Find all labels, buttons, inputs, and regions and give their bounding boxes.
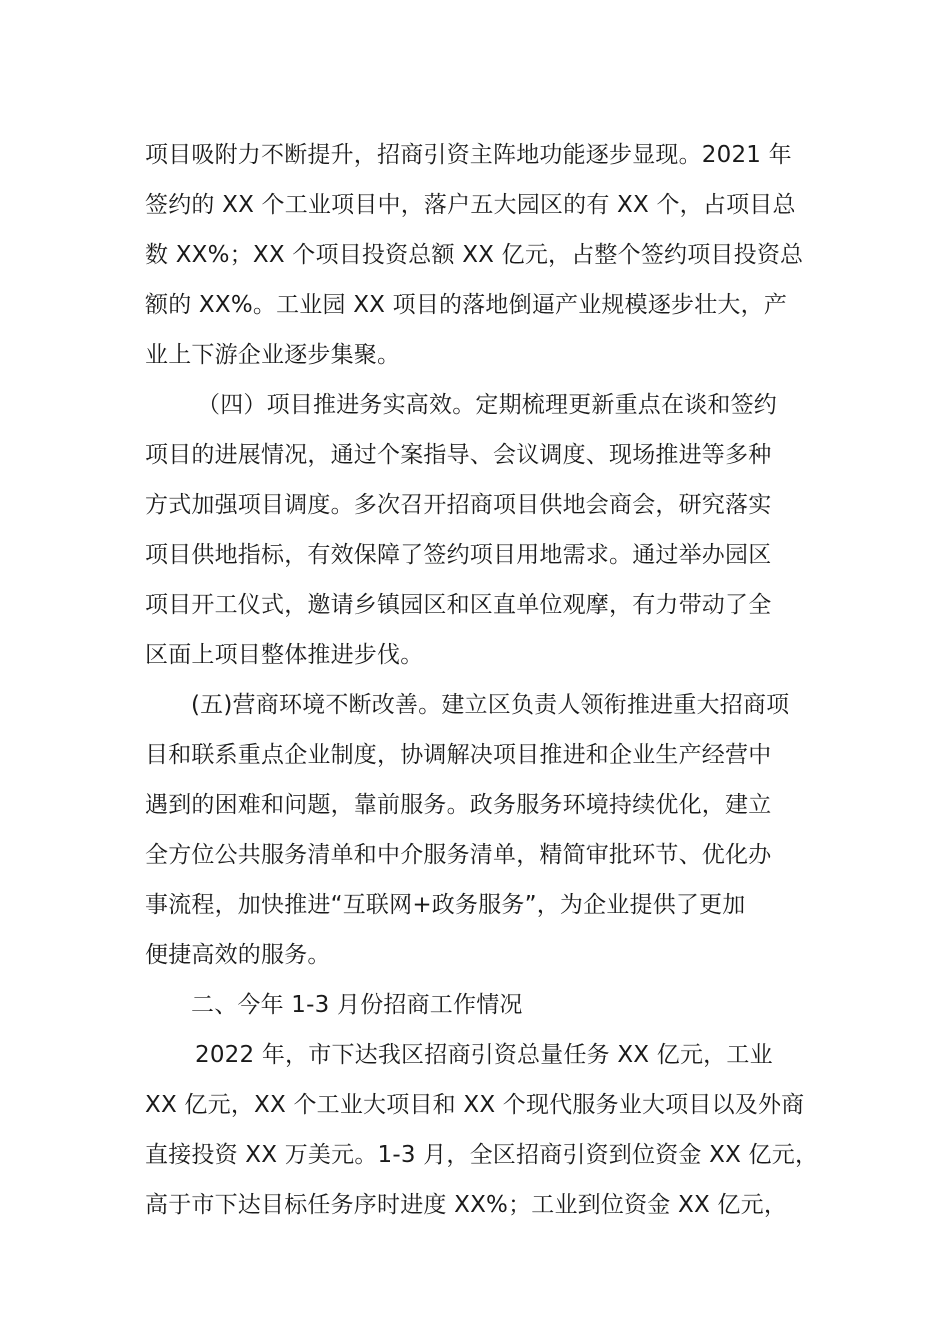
text-line: 2022 年，市下达我区招商引资总量任务 XX 亿元，工业 bbox=[195, 1042, 773, 1068]
text-line: 项目的进展情况，通过个案指导、会议调度、现场推进等多种 bbox=[145, 442, 772, 468]
text-line: 区面上项目整体推进步伐。 bbox=[145, 642, 424, 668]
text-line: 项目吸附力不断提升，招商引资主阵地功能逐步显现。2021 年 bbox=[145, 142, 792, 168]
text-line: 项目供地指标，有效保障了签约项目用地需求。通过举办园区 bbox=[145, 542, 772, 568]
text-line: 签约的 XX 个工业项目中，落户五大园区的有 XX 个，占项目总 bbox=[145, 192, 796, 218]
text-line: 目和联系重点企业制度，协调解决项目推进和企业生产经营中 bbox=[145, 742, 772, 768]
text-line: 额的 XX%。工业园 XX 项目的落地倒逼产业规模逐步壮大，产 bbox=[145, 292, 788, 318]
text-line: 高于市下达目标任务序时进度 XX%；工业到位资金 XX 亿元， bbox=[145, 1192, 788, 1218]
text-line: XX 亿元，XX 个工业大项目和 XX 个现代服务业大项目以及外商 bbox=[145, 1092, 805, 1118]
section-heading-four: （四）项目推进务实高效。定期梳理更新重点在谈和签约 bbox=[197, 392, 777, 418]
text-line: 方式加强项目调度。多次召开招商项目供地会商会，研究落实 bbox=[145, 492, 772, 518]
text-line: 遇到的困难和问题，靠前服务。政务服务环境持续优化，建立 bbox=[145, 792, 772, 818]
section-heading-two: 二、今年 1-3 月份招商工作情况 bbox=[191, 992, 523, 1018]
section-heading-five: (五)营商环境不断改善。建立区负责人领衔推进重大招商项 bbox=[191, 692, 790, 718]
text-line: 业上下游企业逐步集聚。 bbox=[145, 342, 401, 368]
text-line: 全方位公共服务清单和中介服务清单，精简审批环节、优化办 bbox=[145, 842, 772, 868]
text-line: 事流程，加快推进“互联网+政务服务”，为企业提供了更加 bbox=[145, 892, 746, 918]
text-line: 数 XX%；XX 个项目投资总额 XX 亿元，占整个签约项目投资总 bbox=[145, 242, 804, 268]
text-line: 项目开工仪式，邀请乡镇园区和区直单位观摩，有力带动了全 bbox=[145, 592, 772, 618]
text-line: 直接投资 XX 万美元。1-3 月，全区招商引资到位资金 XX 亿元， bbox=[145, 1142, 819, 1168]
document-body bbox=[145, 130, 819, 1230]
text-line: 便捷高效的服务。 bbox=[145, 942, 331, 968]
